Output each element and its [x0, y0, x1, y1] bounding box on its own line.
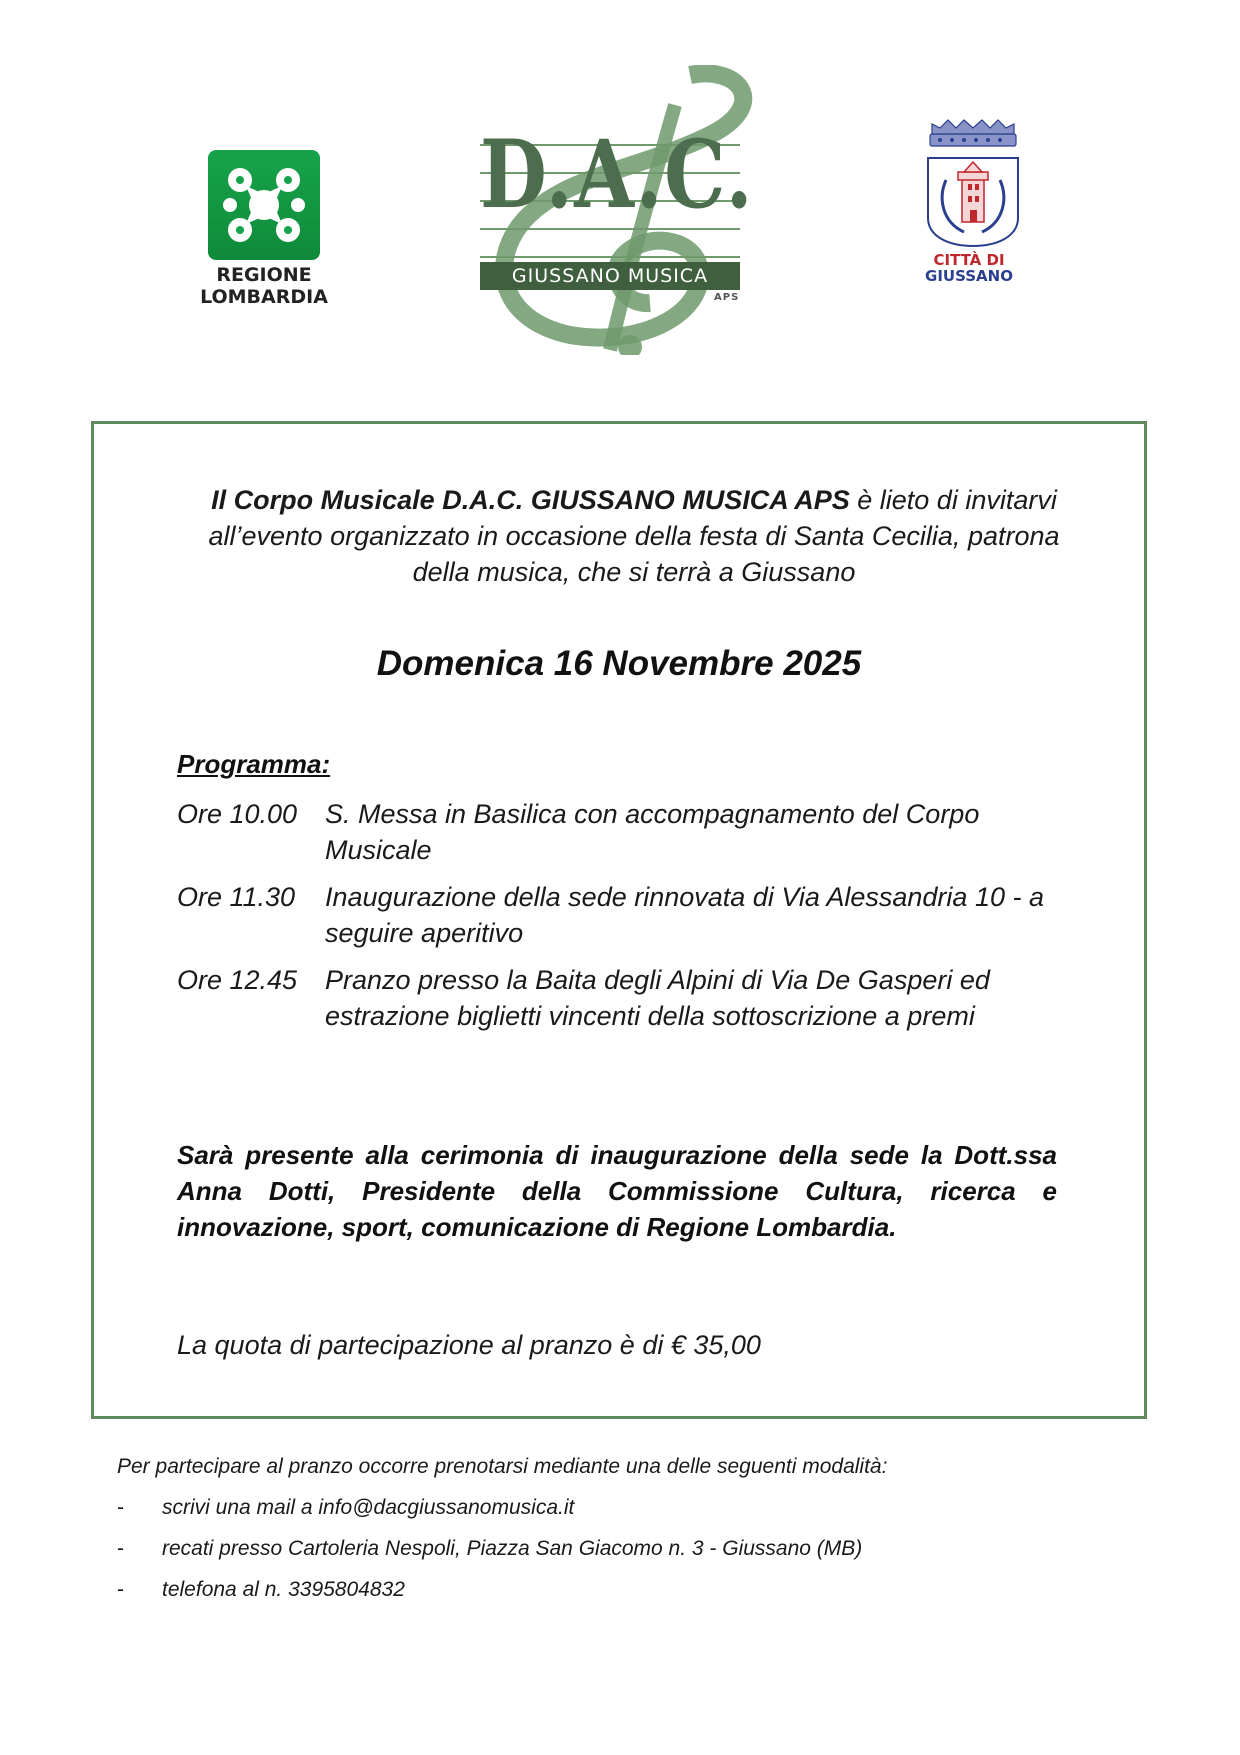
program-desc: Pranzo presso la Baita degli Alpini di Via De Gasperi ed estrazione biglietti vincenti della sottoscrizione a premi	[325, 965, 990, 1031]
presence-note: Sarà presente alla cerimonia di inaugurazione della sede la Dott.ssa Anna Dotti, Presidente della Commissione Cultura, ricerca e innovazione, sport, comunicazione di Regione Lombardia.	[177, 1140, 1057, 1242]
participation-fee: La quota di partecipazione al pranzo è di € 35,00	[177, 1330, 761, 1360]
booking-intro: Per partecipare al pranzo occorre prenotarsi mediante una delle seguenti modalità:	[117, 1455, 888, 1478]
bullet: -	[117, 1496, 124, 1519]
regione-lombardia-text: REGIONE LOMBARDIA	[200, 264, 328, 308]
invitation-intro	[194, 482, 1074, 590]
invitation-text: è lieto di invitarvi all’evento organizzato in occasione della festa di Santa Cecilia, patrona della musica, che si terrà a Giussano	[208, 485, 1060, 587]
event-date: Domenica 16 Novembre 2025	[376, 644, 862, 683]
program-item	[177, 962, 1077, 1034]
booking-option-email: scrivi una mail a info@dacgiussanomusica.it	[162, 1496, 575, 1519]
program-list	[177, 796, 1077, 1045]
organization-name: Il Corpo Musicale D.A.C. GIUSSANO MUSICA APS	[211, 485, 850, 515]
booking-options	[117, 1496, 862, 1619]
invitation-box	[91, 421, 1147, 1419]
dac-giussano-musica-logo	[440, 65, 770, 355]
program-time: Ore 10.00	[177, 799, 298, 829]
program-time: Ore 11.30	[177, 882, 296, 912]
booking-option-shop: recati presso Cartoleria Nespoli, Piazza San Giacomo n. 3 - Giussano (MB)	[162, 1537, 863, 1560]
dac-aps: APS	[714, 292, 740, 303]
bullet: -	[117, 1578, 124, 1601]
list-item	[117, 1496, 862, 1537]
program-title: Programma:	[177, 749, 331, 779]
dac-band: GIUSSANO MUSICA	[480, 262, 740, 290]
regione-lombardia-logo	[200, 150, 328, 310]
list-item	[117, 1578, 862, 1619]
rosa-camuna-icon	[208, 150, 320, 260]
list-item	[117, 1537, 862, 1578]
booking-option-phone: telefona al n. 3395804832	[162, 1578, 405, 1601]
program-desc: S. Messa in Basilica con accompagnamento del Corpo Musicale	[325, 799, 980, 865]
citta-di-giussano-text: CITTÀ DI GIUSSANO	[925, 251, 1013, 285]
dac-letters: D.A.C.	[480, 120, 755, 230]
program-time: Ore 12.45	[177, 965, 298, 995]
program-desc: Inaugurazione della sede rinnovata di Via Alessandria 10 - a seguire aperitivo	[325, 882, 1044, 948]
crest-icon	[918, 118, 1028, 248]
program-item	[177, 796, 1077, 868]
bullet: -	[117, 1537, 124, 1560]
program-item	[177, 879, 1077, 951]
citta-di-giussano-logo	[918, 118, 1028, 308]
